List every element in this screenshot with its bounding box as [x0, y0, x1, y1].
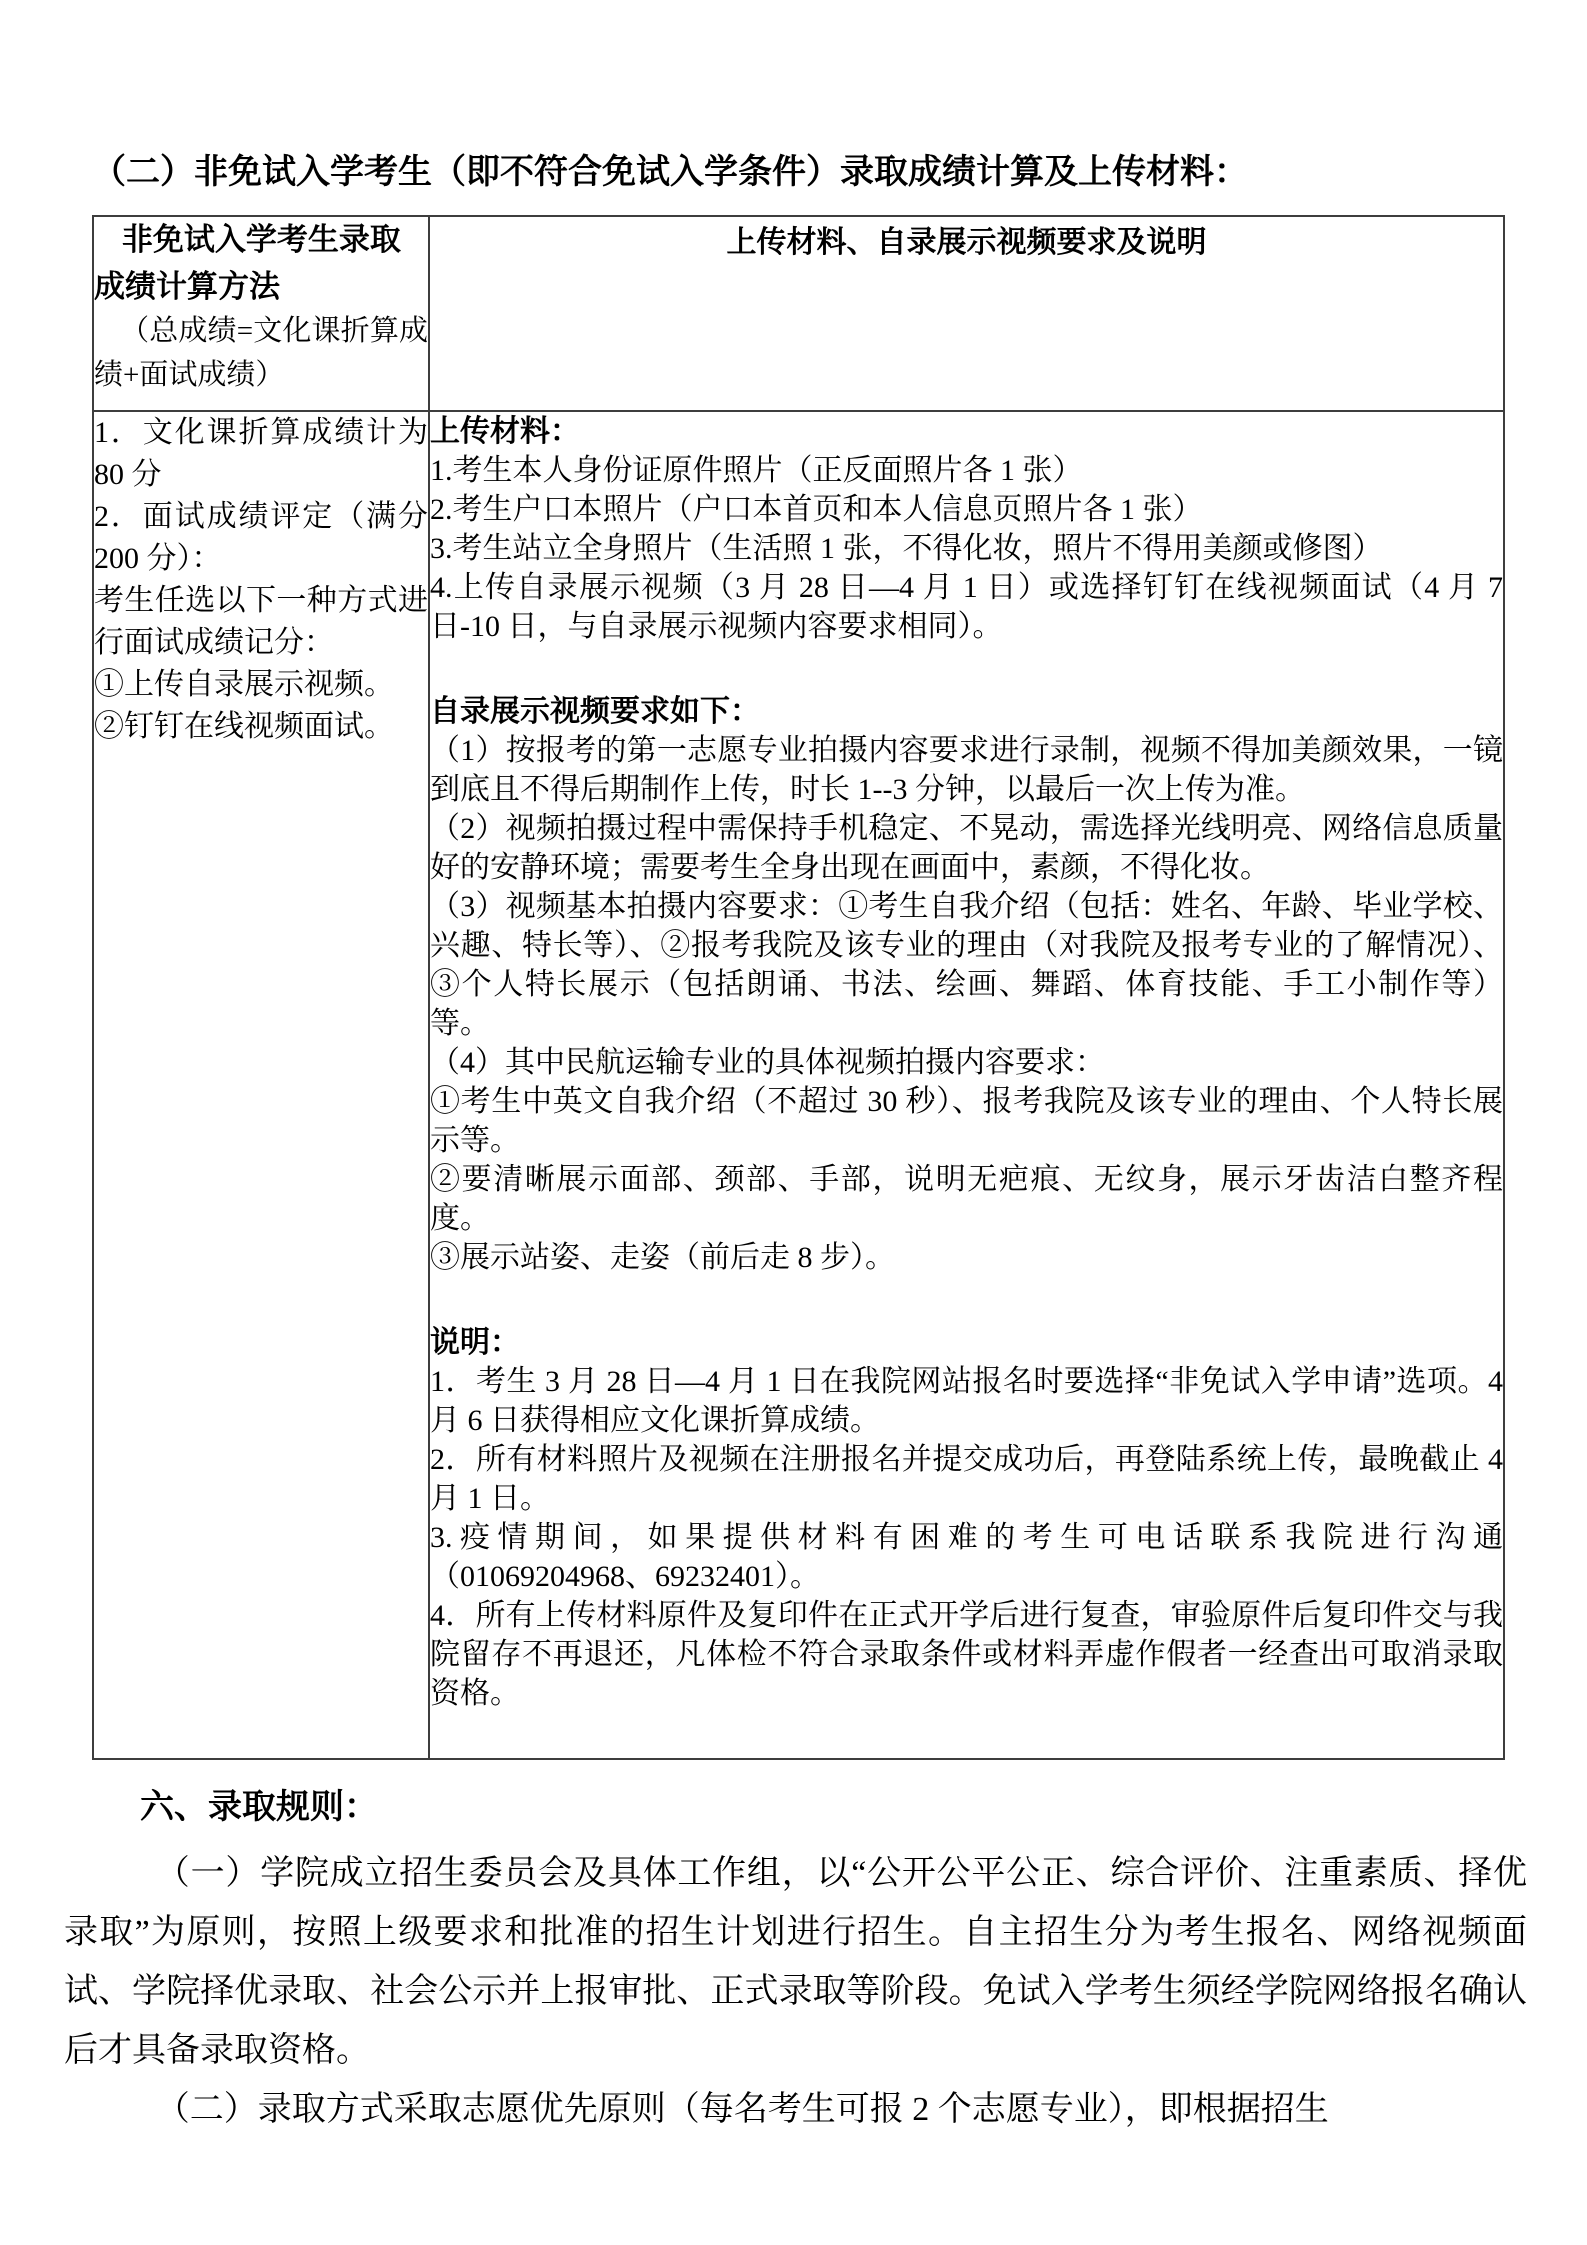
upload-requirements-cell: [429, 411, 1504, 1759]
doc-title: （二）非免试入学考生（即不符合免试入学条件）录取成绩计算及上传材料：: [92, 153, 1248, 191]
score-method-line: ②钉钉在线视频面试。: [94, 710, 394, 744]
header-cell-upload-requirements: 上传材料、自录展示视频要求及说明: [429, 216, 1504, 411]
score-method-title: 非免试入学考生录取成绩计算方法: [94, 222, 401, 304]
score-method-line: 2．面试成绩评定（满分 200 分）：: [94, 500, 428, 576]
rules-section: [64, 1784, 1527, 2139]
video-requirement-item: （1）按报考的第一志愿专业拍摄内容要求进行录制，视频不得加美颜效果，一镜到底且不得后期制作上传，时长 1--3 分钟，以最后一次上传为准。: [430, 734, 1503, 807]
admission-table: [92, 215, 1505, 1760]
header-cell-score-method: [93, 216, 429, 411]
note-item: 1．考生 3 月 28 日—4 月 1 日在我院网站报名时要选择“非免试入学申请”选项。4 月 6 日获得相应文化课折算成绩。: [430, 1365, 1503, 1438]
upload-materials-heading: 上传材料：: [430, 415, 580, 449]
video-requirement-item: ①考生中英文自我介绍（不超过 30 秒）、报考我院及该专业的理由、个人特长展示等。: [430, 1085, 1503, 1158]
video-requirement-item: ②要清晰展示面部、颈部、手部，说明无疤痕、无纹身，展示牙齿洁白整齐程度。: [430, 1163, 1503, 1236]
rules-paragraph: （二）录取方式采取志愿优先原则（每名考生可报 2 个志愿专业），即根据招生: [155, 2090, 1329, 2128]
rules-paragraph: （一）学院成立招生委员会及具体工作组，以“公开公平公正、综合评价、注重素质、择优录取”为原则，按照上级要求和批准的招生计划进行招生。自主招生分为考生报名、网络视频面试、学院择优录取、社会公示并上报审批、正式录取等阶段。免试入学考生须经学院网络报名确认后才具备录取资格。: [64, 1854, 1527, 2069]
upload-material-item: 2.考生户口本照片（户口本首页和本人信息页照片各 1 张）: [430, 493, 1203, 527]
score-method-cell: [93, 411, 429, 1759]
score-method-line: 考生任选以下一种方式进行面试成绩记分：: [94, 584, 428, 660]
table-body-row: [93, 411, 1504, 1759]
note-item: 4．所有上传材料原件及复印件在正式开学后进行复查，审验原件后复印件交与我院留存不再退还，凡体检不符合录取条件或材料弄虚作假者一经查出可取消录取资格。: [430, 1599, 1503, 1711]
video-requirements-heading: 自录展示视频要求如下：: [430, 695, 760, 729]
rules-heading: 六、录取规则：: [140, 1788, 378, 1827]
score-method-line: ①上传自录展示视频。: [94, 668, 394, 702]
video-requirement-item: （3）视频基本拍摄内容要求：①考生自我介绍（包括：姓名、年龄、毕业学校、兴趣、特长等）、②报考我院及该专业的理由（对我院及报考专业的了解情况）、③个人特长展示（包括朗诵、书法、绘画、舞蹈、体育技能、手工小制作等）等。: [430, 890, 1503, 1041]
video-requirement-item: ③展示站姿、走姿（前后走 8 步）。: [430, 1241, 895, 1275]
upload-material-item: 1.考生本人身份证原件照片（正反面照片各 1 张）: [430, 454, 1083, 488]
note-item: 3.疫情期间，如果提供材料有困难的考生可电话联系我院进行沟通（01069204968、69232401）。: [430, 1521, 1503, 1594]
upload-material-item: 4.上传自录展示视频（3 月 28 日—4 月 1 日）或选择钉钉在线视频面试（4 月 7 日-10 日，与自录展示视频内容要求相同）。: [430, 571, 1503, 644]
table-header-row: [93, 216, 1504, 411]
notes-heading: 说明：: [430, 1326, 520, 1360]
note-item: 2．所有材料照片及视频在注册报名并提交成功后，再登陆系统上传，最晚截止 4 月 1 日。: [430, 1443, 1503, 1516]
upload-material-item: 3.考生站立全身照片（生活照 1 张，不得化妆，照片不得用美颜或修图）: [430, 532, 1383, 566]
video-requirement-item: （2）视频拍摄过程中需保持手机稳定、不晃动，需选择光线明亮、网络信息质量好的安静环境；需要考生全身出现在画面中，素颜，不得化妆。: [430, 812, 1503, 885]
score-method-line: 1．文化课折算成绩计为 80 分: [94, 416, 428, 492]
video-requirement-item: （4）其中民航运输专业的具体视频拍摄内容要求：: [430, 1046, 1105, 1080]
score-method-formula: （总成绩=文化课折算成绩+面试成绩）: [94, 315, 428, 391]
